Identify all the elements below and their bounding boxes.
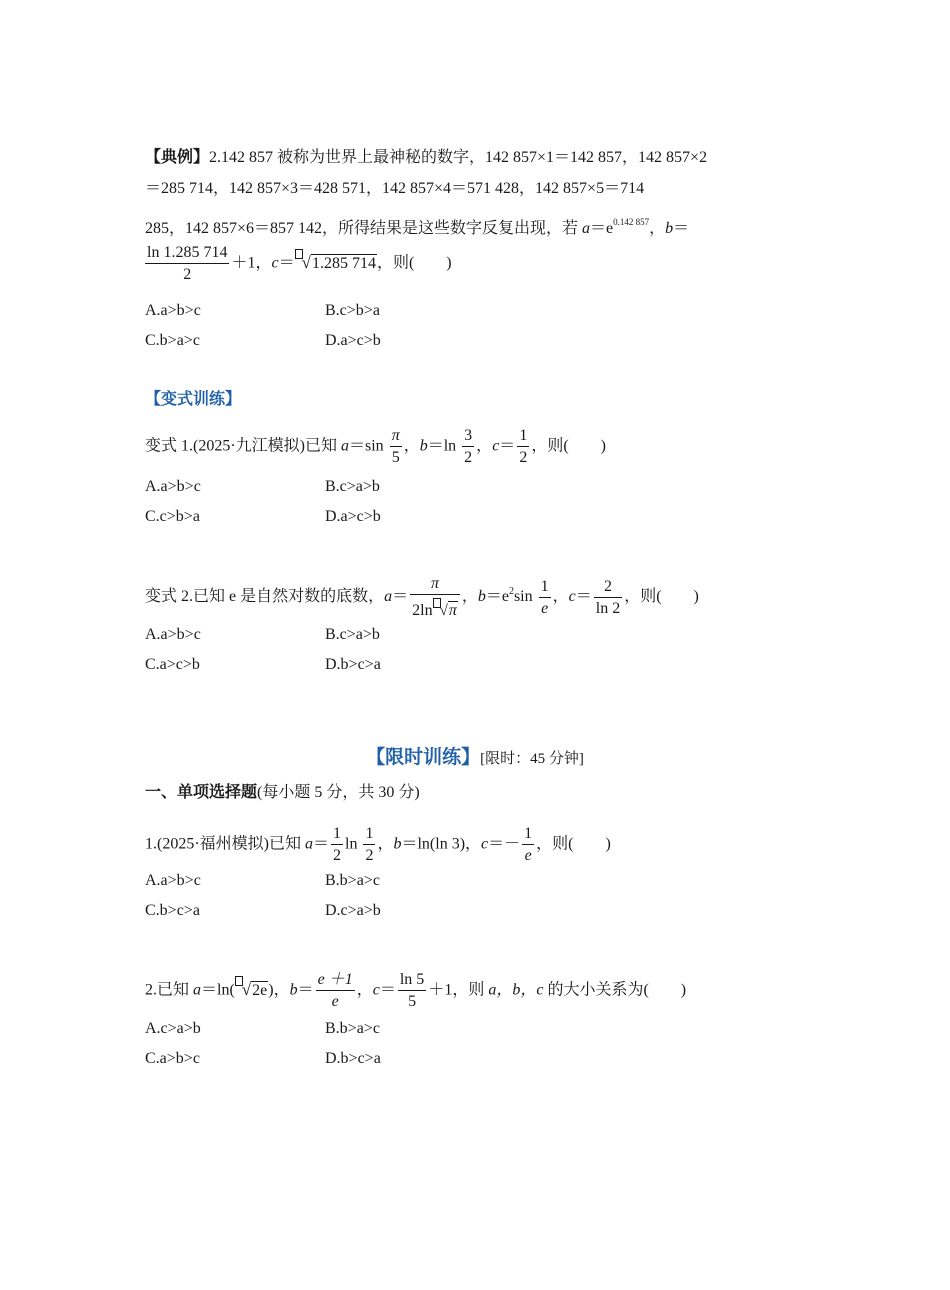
fraction-b [539,579,551,617]
e-base: e [606,220,614,237]
timed-section-title [0,744,950,772]
var-a: a [384,588,393,606]
variant2-tail: ，则( ) [624,588,699,606]
denominator: e [539,597,551,617]
variant2-prefix: 变式 2.已知 e 是自然对数的底数， [145,588,385,606]
radical-sign: √ [301,252,311,272]
fraction-b [145,245,229,283]
q1-prefix: 1.(2025·福州模拟)已知 [145,835,305,853]
radicand: π [448,602,457,619]
section1-title: 一、单项选择题 [145,782,258,801]
denominator: 5 [398,990,426,1010]
example-option-b: B.c>b>a [325,302,380,319]
a-expr-close: )， [268,981,290,999]
timed-note: [限时：45 分钟] [480,751,584,767]
variant1-option-d: D.a>c>b [325,508,381,525]
a-fn: ＝sin [349,437,388,455]
numerator: π [391,427,400,444]
variant1-option-c: C.c>b>a [145,508,200,525]
var-c: c [568,588,576,606]
q1-stem [145,826,611,864]
fraction-c [522,826,534,864]
var-b: b [289,981,298,999]
a-expr-open: ＝ln( [201,981,235,999]
numerator: e ＋1 [317,971,353,988]
example-line-3 [145,211,689,240]
numerator: 2 [603,577,612,595]
variant1-prefix: 变式 1.(2025·九江模拟)已知 [145,437,341,455]
numerator: 1 [540,577,549,595]
equals: ＝ [499,437,516,455]
numerator: π [430,575,439,592]
q1-option-d: D.c>a>b [325,902,381,919]
denominator [410,594,460,619]
denominator: 2 [145,263,229,283]
variant2-stem [145,576,699,619]
q1-option-a: A.a>b>c [145,872,201,889]
var-b: b [419,437,428,455]
var-a: a [193,981,202,999]
section1-note: (每小题 5 分，共 30 分) [257,784,420,801]
example-line-2 [145,178,644,200]
numerator: ln 1.285 714 [147,244,228,261]
var-a: a [305,835,313,853]
b-fn: ＝ln [427,437,461,455]
example-text-1: 2.142 857 被称为世界上最神秘的数字，142 857×1＝142 857，142 857×2 [209,149,708,166]
q1-option-b: B.b>a>c [325,872,380,889]
var-c: c [492,437,500,455]
root-pi [433,598,458,619]
example-option-c: C.b>a>c [145,332,200,349]
q1-tail: ，则( ) [536,835,611,853]
b-tail: ＋1， [231,254,272,272]
fraction-a [410,576,460,619]
then-text: ，则( ) [376,254,452,272]
comma: ， [476,437,493,455]
variant1-option-b: B.c>a>b [325,478,380,495]
comma: ， [403,437,420,455]
var-c: c [481,835,489,853]
q2-option-b: B.b>a>c [325,1020,380,1037]
comma: ， [649,220,666,237]
comma: ， [356,981,373,999]
root-2e [235,976,268,1002]
example-line-4 [145,245,452,283]
variant-section-title: 【变式训练】 [145,389,242,408]
b-expr: ＝ln(ln 3)， [401,835,482,853]
denominator: 2 [462,446,474,466]
variant2-option-d: D.b>c>a [325,656,381,673]
denominator: 2 [363,844,375,864]
variant2-option-b: B.c>a>b [325,626,380,643]
comma: ， [461,588,478,606]
exponent: 2 [508,586,514,598]
example-tag: 【典例】 [145,147,210,166]
variant2-option-c: C.a>c>b [145,656,200,673]
radicand: 2e [252,981,268,999]
numerator: ln 5 [399,971,425,988]
exponent: 0.142 857 [613,217,650,227]
q2-option-a: A.c>a>b [145,1020,201,1037]
numerator: 1 [365,825,374,842]
c-tail: ＋1，则 [428,981,489,999]
var-c: c [271,254,279,272]
var-b: b [665,220,674,237]
numerator: 1 [519,427,528,444]
denominator: e [522,844,534,864]
equals: ＝ [278,254,295,272]
equals: ＝ [575,588,592,606]
b-fn: sin [513,588,537,606]
var-c: c [372,981,380,999]
denominator: 2 [517,446,529,466]
denominator: 5 [390,446,402,466]
numerator: 3 [464,427,473,444]
q1-option-c: C.b>c>a [145,902,200,919]
example-text-3: 285，142 857×6＝857 142，所得结果是这些数字反复出现，若 [145,220,583,237]
denominator: e [316,990,355,1010]
numerator: 1 [524,825,533,842]
var-b: b [477,588,486,606]
den-prefix: 2ln [412,602,433,619]
timed-title: 【限时训练】 [366,746,481,768]
var-a: a [582,220,591,237]
q2-option-c: C.a>b>c [145,1050,200,1067]
numerator: 1 [333,825,342,842]
variant1-tail: ，则( ) [531,437,606,455]
denominator: 2 [331,844,343,864]
equals: ＝ [297,981,314,999]
fraction-a2 [363,826,375,864]
equals: ＝ [590,220,607,237]
var-a: a [341,437,349,455]
example-text-2: ＝285 714，142 857×3＝428 571，142 857×4＝571 428，142 857×5＝714 [145,180,645,197]
a-fn: ln [345,835,362,853]
example-option-a: A.a>b>c [145,302,201,319]
fraction-c [594,579,622,617]
fraction-a1 [331,826,343,864]
fraction-c [398,972,426,1010]
comma: ， [552,588,569,606]
equals: ＝ [379,981,396,999]
section1-header [145,781,420,804]
fraction-b [316,972,355,1010]
variant1-option-a: A.a>b>c [145,478,201,495]
c-eq: ＝－ [488,835,521,853]
radical-sign: √ [439,603,448,619]
radicand: 1.285 714 [311,254,376,272]
equals: ＝ [673,220,690,237]
fraction-a [390,428,402,466]
q2-stem [145,972,686,1010]
b-expr: ＝e [485,588,509,606]
denominator: ln 2 [594,597,622,617]
equals: ＝ [392,588,409,606]
q2-option-d: D.b>c>a [325,1050,381,1067]
root-c [295,249,377,275]
equals: ＝ [313,835,330,853]
fraction-b [462,428,474,466]
vars-abc: a，b，c [488,981,544,999]
var-b: b [393,835,402,853]
example-option-d: D.a>c>b [325,332,381,349]
fraction-c [517,428,529,466]
variant2-option-a: A.a>b>c [145,626,201,643]
q2-tail: 的大小关系为( ) [543,981,687,999]
radical-sign: √ [241,979,252,999]
example-line-1 [145,146,707,169]
comma: ， [377,835,394,853]
variant1-stem [145,428,606,466]
q2-prefix: 2.已知 [145,981,194,999]
